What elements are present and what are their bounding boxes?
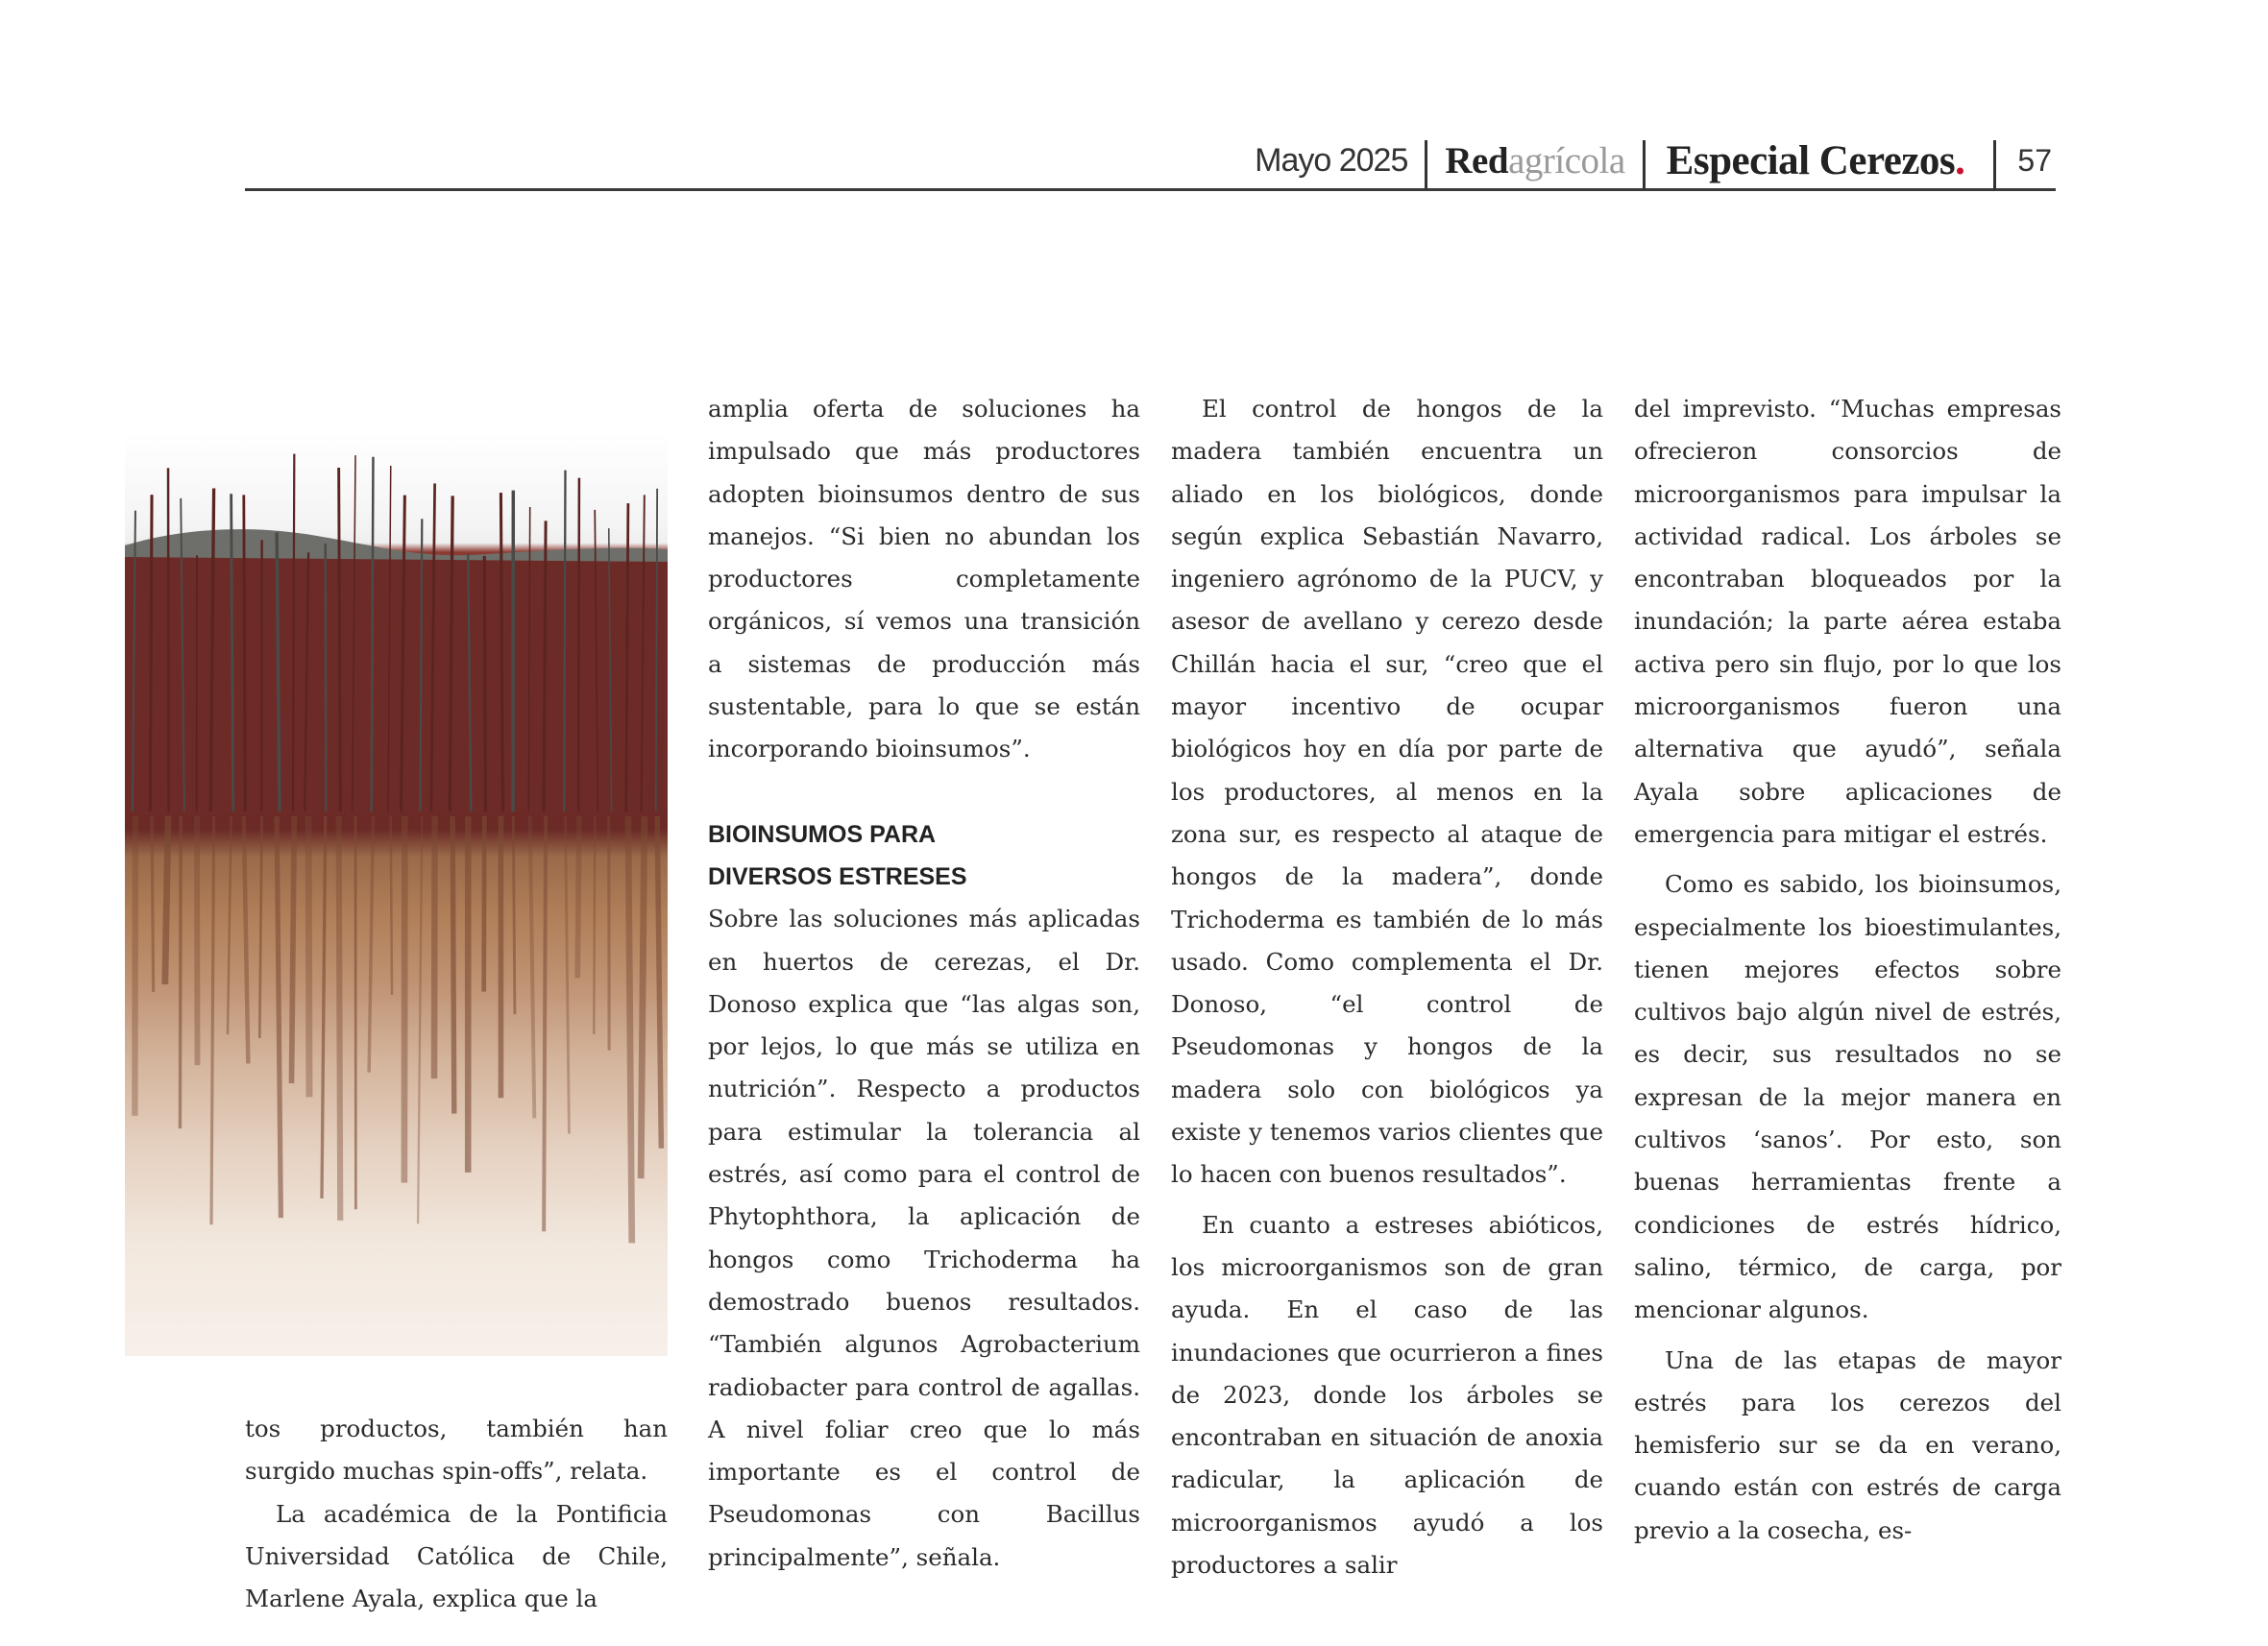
trunk-reflection xyxy=(544,816,546,1231)
trunk-reflection xyxy=(211,816,214,1224)
article-column-2 xyxy=(708,388,1140,1579)
tree-trunk xyxy=(293,454,294,811)
tree-trunk xyxy=(150,495,152,811)
trunk-reflection xyxy=(291,816,294,1083)
trunk-reflection xyxy=(152,816,154,992)
trunk-reflection xyxy=(134,816,135,1116)
paragraph: Como es sabido, los bioinsumos, especialmente los bioestimulantes, tienen mejores efectos sobre cultivos bajo algún nivel de estrés, es decir, sus resultados no se expresan de la mejor manera en cultivos ‘sanos’. Por esto, son buenas herramientas frente a condiciones de estrés hídrico, salino, térmico, de carga, por mencionar algunos. xyxy=(1634,870,2061,1324)
trunk-reflection xyxy=(165,816,168,984)
flooded-orchard-photo xyxy=(125,432,668,1356)
trunk-reflection xyxy=(228,816,232,1034)
trunk-reflection xyxy=(577,816,579,978)
paragraph: Una de las etapas de mayor estrés para los cerezos del hemisferio sur se da en verano, cuando están con estrés de carga previo a la cosecha, es- xyxy=(1634,1345,2061,1544)
trunk-reflection xyxy=(180,816,181,1128)
tree-trunk xyxy=(244,495,245,811)
tree-trunk xyxy=(564,471,565,811)
trunk-reflection xyxy=(594,816,595,1034)
trunk-reflection xyxy=(452,816,454,1114)
trunk-reflection xyxy=(259,816,261,1038)
paragraph: tos productos, también han surgido muchas spin-offs”, relata. xyxy=(245,1415,668,1486)
trunk-reflection xyxy=(657,816,661,1149)
tree-trunk xyxy=(339,468,341,811)
issue-date: Mayo 2025 xyxy=(1255,141,1408,179)
paragraph: La académica de la Pontificia Universidad Católica de Chile, Marlene Ayala, explica que la xyxy=(245,1499,668,1613)
page-number: 57 xyxy=(2017,142,2052,178)
tree-trunk xyxy=(484,556,485,811)
tree-trunk xyxy=(372,457,374,811)
paragraph: Sobre las soluciones más aplicadas en huertos de cerezas, el Dr. Donoso explica que “las algas son, por lejos, lo que más se utiliza en nutrición”. Respecto a productos para estimular la tolerancia al estrés, así como para el control de Phytophthora, la aplicación de hongos como Trichoderma ha demostrado buenos resultados. “También algunos Agrobacterium radiobacter para control de agallas. A nivel foliar creo que lo más importante es el control de Pseudomonas con Bacillus principalmente”, señala. xyxy=(708,905,1140,1571)
trunk-reflection xyxy=(244,816,249,1063)
trunk-reflection xyxy=(322,816,326,1198)
tree-trunk xyxy=(326,544,327,811)
publication-logo xyxy=(1427,139,1642,182)
trunk-reflection xyxy=(391,816,392,995)
paragraph: El control de hongos de la madera también encuentra un aliado en los biológicos, donde según explica Sebastián Navarro, ingeniero agrónomo de la PUCV, y asesor de avellano y cerezo desde Chillán hacia el sur, “creo que el mayor incentivo de ocupar biológicos hoy en día por parte de los productores, al menos en la zona sur, es respecto al ataque de hongos de la madera”, donde Trichoderma es también de lo más usado. Como complementa el Dr. Donoso, “el control de Pseudomonas y hongos de la madera solo con biológicos ya existe y tenemos varios clientes que lo hacen con buenos resultados”. xyxy=(1171,395,1603,1189)
page-header xyxy=(245,133,2056,191)
tree-trunk xyxy=(500,493,502,811)
tree-row-shape xyxy=(125,557,668,816)
trunk-reflection xyxy=(277,816,280,1218)
trunk-reflection xyxy=(418,816,422,1223)
section-subheading xyxy=(708,813,1140,899)
section-title-text: Especial Cerezos xyxy=(1666,137,1956,183)
article-column-3 xyxy=(1171,388,1603,1586)
article-column-1 xyxy=(245,1408,668,1620)
trunk-reflection xyxy=(513,816,515,1014)
section-title xyxy=(1646,137,1994,184)
trunk-reflection xyxy=(369,816,373,1073)
subheading-line: BIOINSUMOS PARA xyxy=(708,820,937,848)
water-reflections xyxy=(134,816,661,1243)
logo-red-text: Red xyxy=(1445,139,1509,182)
trunk-reflection xyxy=(434,816,435,1078)
logo-agricola-text: agrícola xyxy=(1508,139,1625,182)
trunk-reflection xyxy=(484,816,485,992)
section-dot: . xyxy=(1955,137,1965,183)
subheading-line: DIVERSOS ESTRESES xyxy=(708,862,967,890)
orchard-illustration xyxy=(125,432,668,1356)
trunk-reflection xyxy=(565,816,569,1134)
paragraph: En cuanto a estreses abióticos, los microorganismos son de gran ayuda. En el caso de las inundaciones que ocurrieron a fines de 2023, donde los árboles se encontraban en situación de anoxia radicular, la aplicación de microorganismos ayudó a los productores a salir xyxy=(1171,1210,1603,1580)
article-column-4 xyxy=(1634,388,2061,1552)
tree-trunk xyxy=(578,478,579,811)
trunk-reflection xyxy=(628,816,632,1243)
paragraph: amplia oferta de soluciones ha impulsado que más productores adopten bioinsumos dentro de sus manejos. “Si bien no abundan los productores completamente orgánicos, sí vemos una transición a sistemas de producción más sustentable, para lo que se están incorporando bioinsumos”. xyxy=(708,395,1140,763)
trunk-reflection xyxy=(530,816,535,1118)
paragraph: del imprevisto. “Muchas empresas ofrecieron consorcios de microorganismos para impulsar la actividad radical. Los árboles se encontraban bloqueados por la inundación; la parte aérea estaba activa pero sin flujo, por lo que los microorganismos fueron una alternativa que ayudó”, señala Ayala sobre aplicaciones de emergencia para mitigar el estrés. xyxy=(1634,395,2061,848)
trunk-reflection xyxy=(641,816,645,1178)
trunk-reflection xyxy=(339,816,341,1221)
trunk-reflection xyxy=(308,816,309,1097)
